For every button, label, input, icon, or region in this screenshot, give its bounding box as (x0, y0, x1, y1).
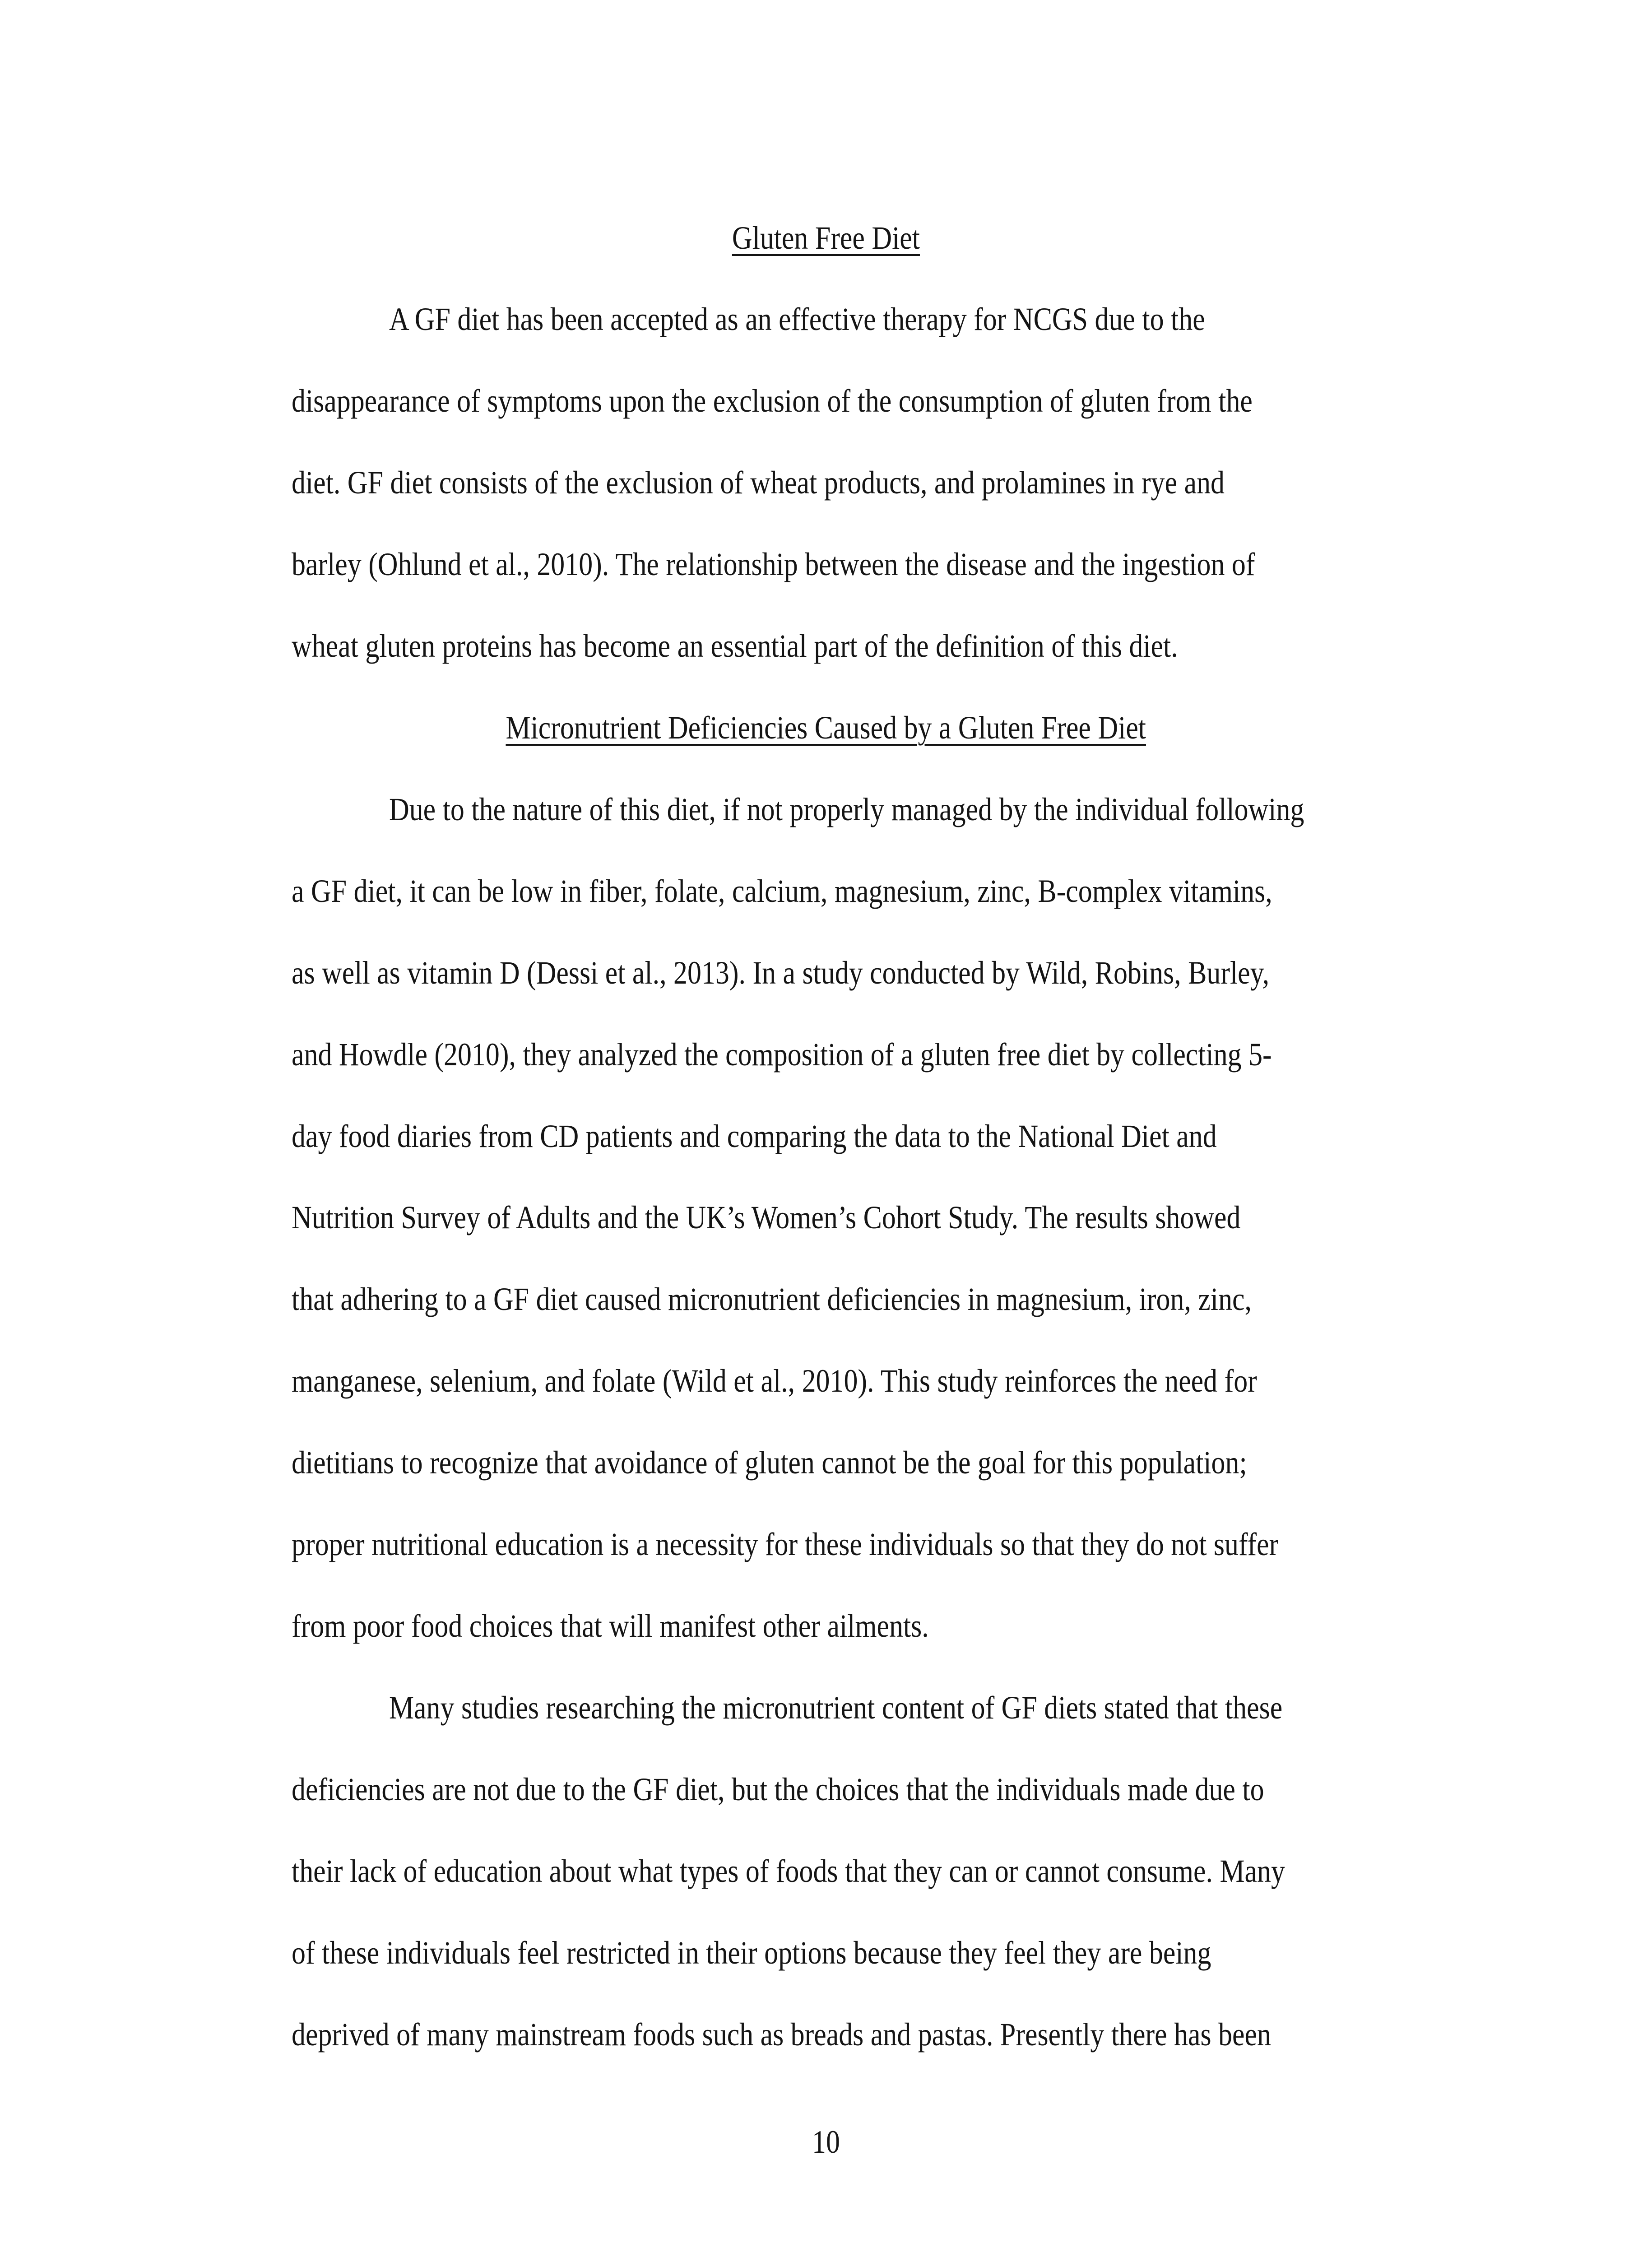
paragraph-line: manganese, selenium, and folate (Wild et al., 2010). This study reinforces the need for (292, 1363, 1257, 1399)
paragraph-line: a GF diet, it can be low in fiber, folate, calcium, magnesium, zinc, B-complex vitamins, (292, 873, 1272, 909)
section-heading-micronutrient-deficiencies: Micronutrient Deficiencies Caused by a Gluten Free Diet (506, 710, 1146, 746)
paragraph-line: day food diaries from CD patients and comparing the data to the National Diet and (292, 1118, 1217, 1154)
paragraph-line: as well as vitamin D (Dessi et al., 2013). In a study conducted by Wild, Robins, Burley, (292, 955, 1270, 991)
paragraph-line: and Howdle (2010), they analyzed the composition of a gluten free diet by collecting 5- (292, 1036, 1272, 1073)
page-number: 10 (812, 2124, 840, 2160)
paragraph-line: Many studies researching the micronutrient content of GF diets stated that these (389, 1690, 1283, 1726)
paragraph-line: proper nutritional education is a necessity for these individuals so that they do not suffer (292, 1526, 1279, 1562)
paragraph-line: Due to the nature of this diet, if not properly managed by the individual following (389, 791, 1304, 827)
paragraph-line: wheat gluten proteins has become an essential part of the definition of this diet. (292, 628, 1178, 664)
paragraph-line: that adhering to a GF diet caused micronutrient deficiencies in magnesium, iron, zinc, (292, 1281, 1252, 1317)
paragraph-line: A GF diet has been accepted as an effective therapy for NCGS due to the (389, 301, 1205, 337)
paragraph-line: dietitians to recognize that avoidance of gluten cannot be the goal for this population; (292, 1444, 1247, 1481)
paragraph-line: from poor food choices that will manifest other ailments. (292, 1608, 929, 1644)
paragraph-line: deficiencies are not due to the GF diet, but the choices that the individuals made due to (292, 1771, 1264, 1807)
paragraph-line: disappearance of symptoms upon the exclusion of the consumption of gluten from the (292, 383, 1253, 419)
section-heading-gluten-free-diet: Gluten Free Diet (732, 220, 920, 256)
paragraph-line: deprived of many mainstream foods such as breads and pastas. Presently there has been (292, 2016, 1271, 2053)
paragraph-line: Nutrition Survey of Adults and the UK’s Women’s Cohort Study. The results showed (292, 1199, 1241, 1235)
paragraph-line: barley (Ohlund et al., 2010). The relationship between the disease and the ingestion of (292, 546, 1255, 582)
paragraph-line: of these individuals feel restricted in their options because they feel they are being (292, 1935, 1211, 1971)
paragraph-line: their lack of education about what types of foods that they can or cannot consume. Many (292, 1853, 1285, 1889)
paragraph-line: diet. GF diet consists of the exclusion of wheat products, and prolamines in rye and (292, 464, 1225, 501)
